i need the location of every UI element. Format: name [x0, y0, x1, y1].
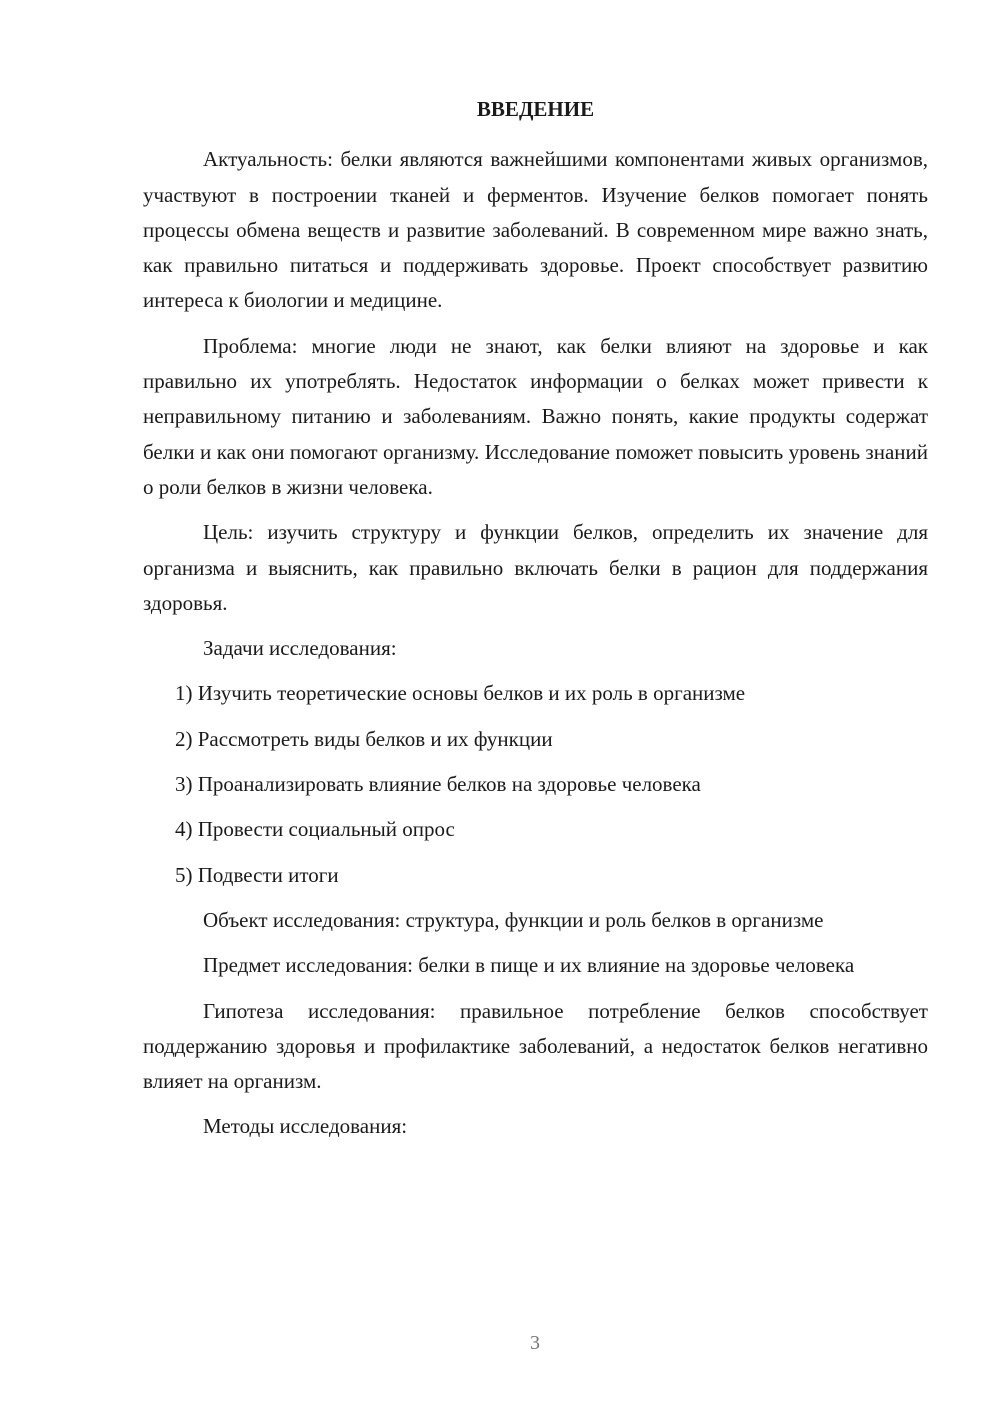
- subject-paragraph: Предмет исследования: белки в пище и их влияние на здоровье человека: [203, 953, 855, 978]
- problem-paragraph: Проблема: многие люди не знают, как белки влияют на здоровье и как правильно их употреблять. Недостаток информации о белках может привести к неправильному питанию и заболеваниям. Важно понять, какие продукты содержат белки и как они помогают организму. Исследование поможет повысить уровень знаний о роли белков в жизни человека.: [143, 333, 928, 499]
- section-title: ВВЕДЕНИЕ: [476, 97, 595, 121]
- list-item: 2) Рассмотреть виды белков и их функции: [175, 726, 553, 751]
- page-number: 3: [530, 1332, 540, 1354]
- tasks-list: [143, 676, 928, 892]
- relevance-paragraph: Актуальность: белки являются важнейшими компонентами живых организмов, участвуют в построении тканей и ферментов. Изучение белков помогает понять процессы обмена веществ и развитие заболеваний. В современном мире важно знать, как правильно питаться и поддерживать здоровье. Проект способствует развитию интереса к биологии и медицине.: [143, 147, 928, 313]
- hypothesis-paragraph: Гипотеза исследования: правильное потребление белков способствует поддержанию здоровья и профилактике заболеваний, а недостаток белков негативно влияет на организм.: [143, 998, 928, 1094]
- methods-heading: Методы исследования:: [203, 1114, 408, 1139]
- document-page: [143, 92, 928, 1155]
- tasks-heading: Задачи исследования:: [203, 636, 397, 661]
- object-paragraph: Объект исследования: структура, функции и роль белков в организме: [203, 907, 824, 932]
- list-item: 5) Подвести итоги: [175, 862, 339, 887]
- list-item: 3) Проанализировать влияние белков на здоровье человека: [175, 772, 701, 797]
- list-item: 1) Изучить теоретические основы белков и их роль в организме: [175, 681, 746, 706]
- goal-paragraph: Цель: изучить структуру и функции белков, определить их значение для организма и выяснить, как правильно включать белки в рацион для поддержания здоровья.: [143, 520, 928, 615]
- list-item: 4) Провести социальный опрос: [175, 817, 455, 842]
